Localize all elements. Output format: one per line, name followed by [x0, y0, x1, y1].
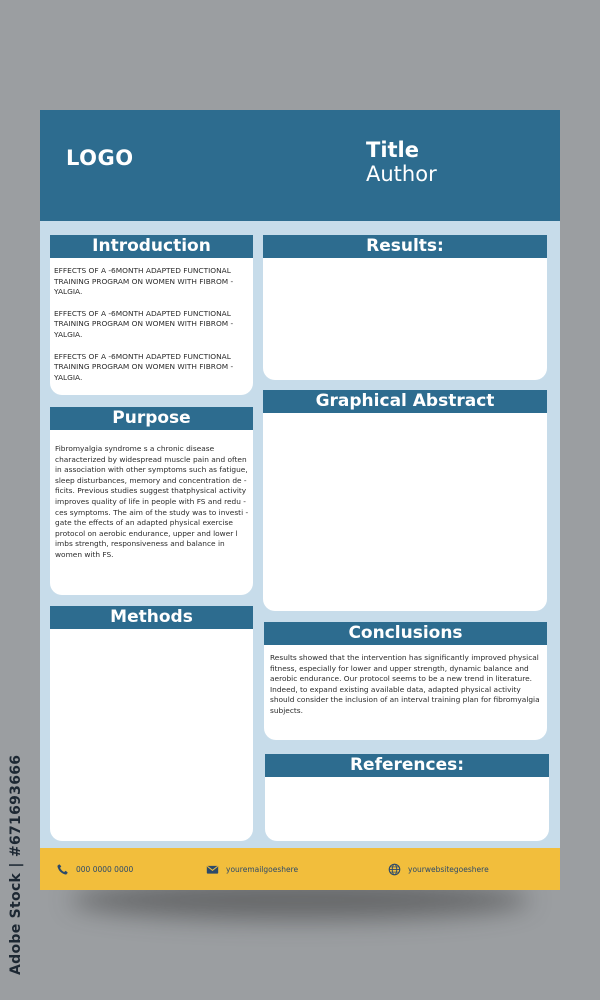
purpose-text: Fibromyalgia syndrome s a chronic disease characterized by widespread muscle pain and often in association with other symptoms such as fatigue, sleep disturbances, memory and concentration de -ficits. Previous studies suggest thatphysical activity improves quality of life in people with FS and redu -ces symptoms. The aim of the study was to investi -gate the effects of an adapted physical exercise protocol on aerobic endurance, upper and lower l imbs strength, responsiveness and balance in women with FS.: [55, 444, 249, 559]
methods-heading: Methods: [50, 606, 253, 629]
poster-title: Title: [366, 138, 420, 162]
email-icon: [206, 863, 219, 876]
purpose-heading: Purpose: [50, 407, 253, 430]
footer-email-text: youremailgoeshere: [226, 864, 299, 874]
introduction-text: [54, 266, 244, 394]
stock-id-watermark: Adobe Stock | #671693666: [8, 754, 24, 975]
logo: LOGO: [66, 146, 134, 170]
introduction-paragraph: EFFECTS OF A -6MONTH ADAPTED FUNCTIONAL TRAINING PROGRAM ON WOMEN WITH FIBROM -YALGIA.: [54, 308, 234, 339]
phone-icon: [56, 863, 69, 876]
introduction-heading: Introduction: [50, 235, 253, 258]
footer-phone-text: 000 0000 0000: [76, 864, 134, 874]
footer-website-text: yourwebsitegoeshere: [408, 864, 489, 874]
purpose-panel: [50, 407, 253, 595]
graphical-abstract-heading: Graphical Abstract: [263, 390, 547, 413]
footer-phone: [56, 848, 133, 890]
footer-email: [206, 848, 298, 890]
poster-author: Author: [366, 162, 437, 186]
introduction-paragraph: EFFECTS OF A -6MONTH ADAPTED FUNCTIONAL TRAINING PROGRAM ON WOMEN WITH FIBROM -YALGIA.: [54, 266, 234, 297]
results-panel: [263, 235, 547, 380]
poster-header: [40, 110, 560, 221]
poster: [40, 110, 560, 890]
graphical-abstract-panel: [263, 390, 547, 611]
results-heading: Results:: [263, 235, 547, 258]
conclusions-panel: [264, 622, 547, 740]
conclusions-heading: Conclusions: [264, 622, 547, 645]
references-heading: References:: [265, 754, 549, 777]
introduction-paragraph: EFFECTS OF A -6MONTH ADAPTED FUNCTIONAL TRAINING PROGRAM ON WOMEN WITH FIBROM -YALGIA.: [54, 351, 234, 382]
footer-website: [388, 848, 489, 890]
introduction-panel: [50, 235, 253, 395]
conclusions-text: Results showed that the intervention has significantly improved physical fitness, especially for lower and upper strength, dynamic balance and aerobic endurance. Our protocol seems to be a new trend in literature. Indeed, to expand existing available data, adapted physical activity should consider the inclusion of an interval training plan for fibromyalgia subjects.: [270, 653, 540, 715]
methods-panel: [50, 606, 253, 841]
references-panel: [265, 754, 549, 841]
poster-footer: [40, 848, 560, 890]
globe-icon: [388, 863, 401, 876]
